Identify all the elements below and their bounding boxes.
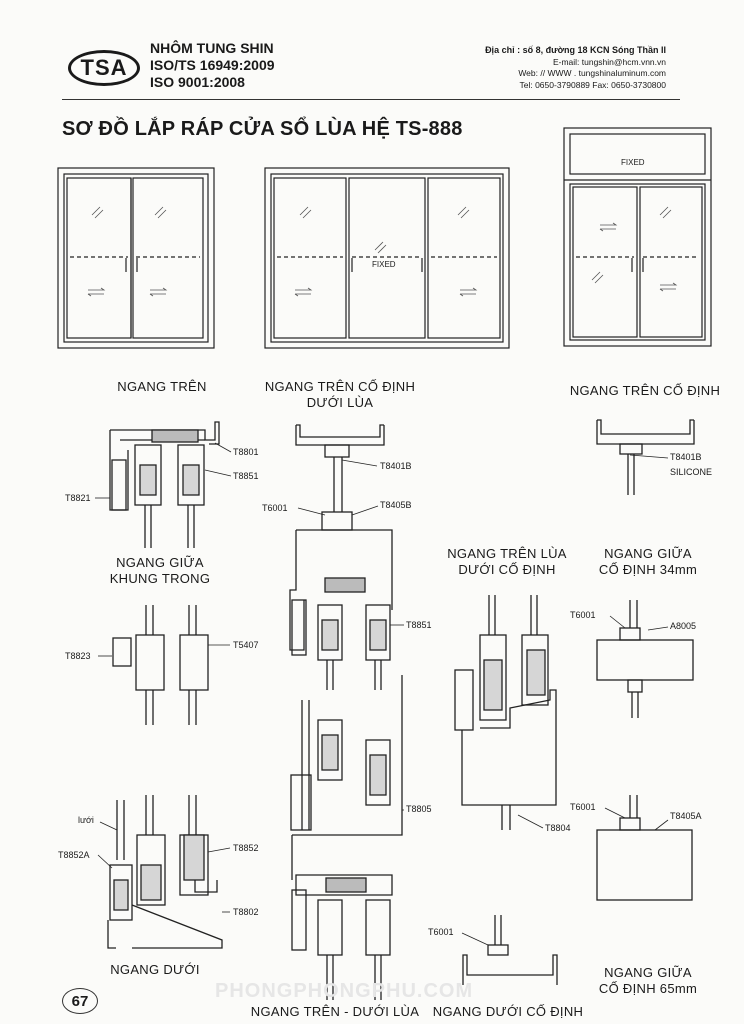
address: Địa chỉ : số 8, đường 18 KCN Sóng Thần II <box>485 45 666 55</box>
profile-ngang-tren-duoi-lua-stack <box>290 530 402 1000</box>
code-t8804: T8804 <box>545 823 571 833</box>
fixed-transom-label: FIXED <box>621 158 645 167</box>
code-t8821: T8821 <box>65 493 91 503</box>
code-t8401b-b: T8401B <box>670 452 702 462</box>
profile-ngang-giua-khung-trong <box>113 605 208 725</box>
label-ngang-giua-co-dinh-65: NGANG GIỮA CỐ ĐỊNH 65mm <box>598 965 698 996</box>
company-name: NHÔM TUNG SHIN <box>150 40 274 56</box>
label-ngang-tren: NGANG TRÊN <box>117 379 207 394</box>
window-three-panel-fixed-center <box>265 168 509 348</box>
label-ngang-giua-co-dinh-34: NGANG GIỮA CỐ ĐỊNH 34mm <box>598 546 698 577</box>
code-luoi: lưới <box>78 815 94 825</box>
code-t5407: T5407 <box>233 640 259 650</box>
code-t8805: T8805 <box>406 804 432 814</box>
page-number: 67 <box>62 988 98 1014</box>
label-ngang-duoi-co-dinh: NGANG DƯỚI CỐ ĐỊNH <box>432 1004 584 1019</box>
label-ngang-duoi: NGANG DƯỚI <box>110 962 200 977</box>
iso-ts-cert: ISO/TS 16949:2009 <box>150 57 275 73</box>
page-title: SƠ ĐỒ LẮP RÁP CỬA SỔ LÙA HỆ TS-888 <box>62 118 463 140</box>
label-ngang-tren-co-dinh: NGANG TRÊN CỐ ĐỊNH <box>569 383 721 398</box>
watermark: PHONGPHONGPHU.COM <box>215 980 474 1002</box>
label-ngang-tren-duoi-lua: NGANG TRÊN - DƯỚI LÙA <box>250 1004 420 1019</box>
profile-ngang-tren-lua-duoi-co-dinh <box>455 595 556 830</box>
profile-ngang-tren <box>110 422 219 548</box>
website: Web: // WWW . tungshinaluminum.com <box>518 68 666 78</box>
profile-ngang-duoi <box>108 795 222 948</box>
code-t8802: T8802 <box>233 907 259 917</box>
code-t6001-d: T6001 <box>428 927 454 937</box>
code-t6001-c: T6001 <box>570 802 596 812</box>
code-t8852: T8852 <box>233 843 259 853</box>
company-logo: TSA <box>68 50 140 86</box>
window-two-sash <box>58 168 214 348</box>
profile-ngang-duoi-co-dinh <box>463 915 557 985</box>
label-ngang-tren-co-dinh-duoi-lua: NGANG TRÊN CỐ ĐỊNH DƯỚI LÙA <box>264 379 416 410</box>
profile-ngang-tren-co-dinh-duoi-lua <box>296 425 384 530</box>
code-t6001-b: T6001 <box>570 610 596 620</box>
label-ngang-tren-lua-duoi-co-dinh: NGANG TRÊN LÙA DƯỚI CỐ ĐỊNH <box>447 546 567 577</box>
code-a8005: A8005 <box>670 621 697 631</box>
fixed-panel-label: FIXED <box>372 260 396 269</box>
label-ngang-giua-khung-trong: NGANG GIỮA KHUNG TRONG <box>109 555 211 586</box>
code-t8405a: T8405A <box>670 811 702 821</box>
code-t8405b: T8405B <box>380 500 412 510</box>
iso-9001-cert: ISO 9001:2008 <box>150 74 245 90</box>
code-t8401b-a: T8401B <box>380 461 412 471</box>
email: E-mail: tungshin@hcm.vnn.vn <box>552 56 666 67</box>
code-t8851-b: T8851 <box>406 620 432 630</box>
phone-fax: Tel: 0650-3790889 Fax: 0650-3730800 <box>519 79 666 90</box>
code-t6001-a: T6001 <box>262 503 288 513</box>
code-silicone: SILICONE <box>670 467 713 477</box>
profile-ngang-giua-co-dinh-34 <box>597 600 693 718</box>
code-t8823: T8823 <box>65 651 91 661</box>
code-t8852a: T8852A <box>58 850 90 860</box>
code-t8801: T8801 <box>233 447 259 457</box>
code-t8851-a: T8851 <box>233 471 259 481</box>
